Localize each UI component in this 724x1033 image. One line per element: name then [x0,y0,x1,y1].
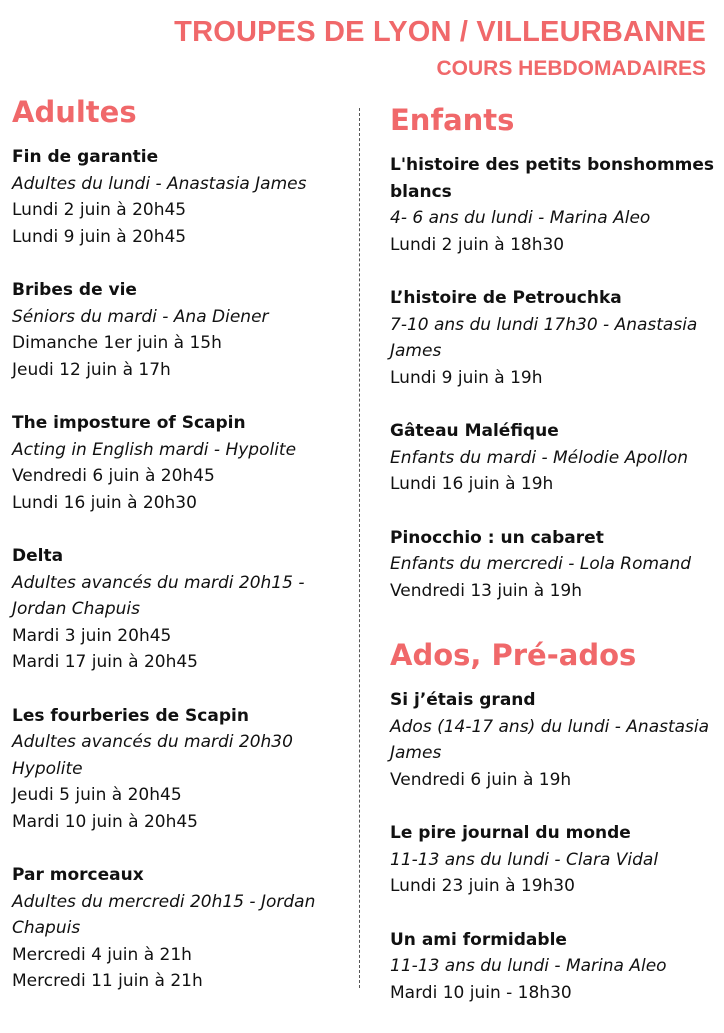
show-title: Delta [12,546,64,566]
show-entry [12,703,347,836]
show-date: Vendredi 6 juin à 19h [390,769,572,790]
show-group: Adultes du lundi - Anastasia James [12,173,307,194]
enfants-ados-column [390,100,720,1033]
show-group: Acting in English mardi - Hypolite [12,439,297,460]
show-title: Pinocchio : un cabaret [390,527,604,548]
show-list-ados [390,687,720,1006]
show-title: Les fourberies de Scapin [12,705,249,726]
show-date: Lundi 9 juin à 20h45 [12,226,187,247]
show-title: Un ami formidable [390,929,567,950]
show-title: The imposture of Scapin [12,413,246,433]
show-group: 11-13 ans du lundi - Marina Aleo [390,956,667,976]
column-divider [359,108,360,988]
show-date: Mardi 3 juin 20h45 [12,625,172,646]
page-subtitle: COURS HEBDOMADAIRES [436,57,706,80]
show-group: 11-13 ans du lundi - Clara Vidal [390,849,659,870]
show-group: Enfants du mercredi - Lola Romand [390,554,692,574]
show-entry [390,687,720,793]
show-title: Gâteau Maléfique [390,421,559,441]
show-title: L’histoire de Petrouchka [390,288,622,308]
show-entry [390,418,720,498]
show-group: Ados (14-17 ans) du lundi - Anastasia James [390,716,710,763]
page-header [174,14,706,84]
show-date: Jeudi 5 juin à 20h45 [12,785,182,805]
show-date: Lundi 9 juin à 19h [390,367,543,388]
show-entry [12,410,347,516]
show-date: Vendredi 6 juin à 20h45 [12,466,215,486]
show-group: 4- 6 ans du lundi - Marina Aleo [390,208,651,228]
page-title: TROUPES DE LYON / VILLEURBANNE [174,16,706,48]
show-date: Mardi 17 juin à 20h45 [12,652,198,672]
show-entry [390,525,720,605]
show-list-enfants [390,152,720,604]
section-title-enfants: Enfants [390,103,515,137]
show-title: Fin de garantie [12,147,159,167]
show-group: Adultes avancés du mardi 20h15 - Jordan Chapuis [12,572,305,619]
show-entry [12,862,347,995]
show-date: Mardi 10 juin - 18h30 [390,982,572,1003]
section-title-adultes: Adultes [12,95,137,129]
show-group: 7-10 ans du lundi 17h30 - Anastasia James [390,314,698,361]
show-title: Bribes de vie [12,280,137,300]
show-title: Le pire journal du monde [390,823,631,843]
show-group: Adultes du mercredi 20h15 - Jordan Chapuis [12,891,316,938]
show-date: Lundi 23 juin à 19h30 [390,876,575,896]
show-date: Lundi 2 juin à 20h45 [12,200,187,220]
show-group: Séniors du mardi - Ana Diener [12,306,269,327]
show-date: Lundi 16 juin à 20h30 [12,492,197,513]
show-entry [390,285,720,391]
show-date: Mardi 10 juin à 20h45 [12,811,198,832]
show-entry [390,152,720,258]
show-date: Mercredi 11 juin à 21h [12,971,203,991]
adultes-column [12,92,347,1022]
show-date: Lundi 2 juin à 18h30 [390,234,565,255]
show-date: Vendredi 13 juin à 19h [390,580,582,601]
show-date: Lundi 16 juin à 19h [390,474,554,494]
show-entry [390,927,720,1007]
show-date: Jeudi 12 juin à 17h [12,359,171,380]
show-entry [12,543,347,676]
show-title: Si j’étais grand [390,690,536,710]
show-title: Par morceaux [12,865,144,885]
show-title: L'histoire des petits bonshommes blancs [390,155,715,202]
show-group: Enfants du mardi - Mélodie Apollon [390,447,689,468]
section-title-ados: Ados, Pré-ados [390,638,637,672]
show-date: Dimanche 1er juin à 15h [12,333,222,353]
show-entry [12,144,347,250]
show-entry [12,277,347,383]
show-entry [390,820,720,900]
show-date: Mercredi 4 juin à 21h [12,944,192,965]
show-list-adultes [12,144,347,995]
show-group: Adultes avancés du mardi 20h30 Hypolite [12,732,293,779]
